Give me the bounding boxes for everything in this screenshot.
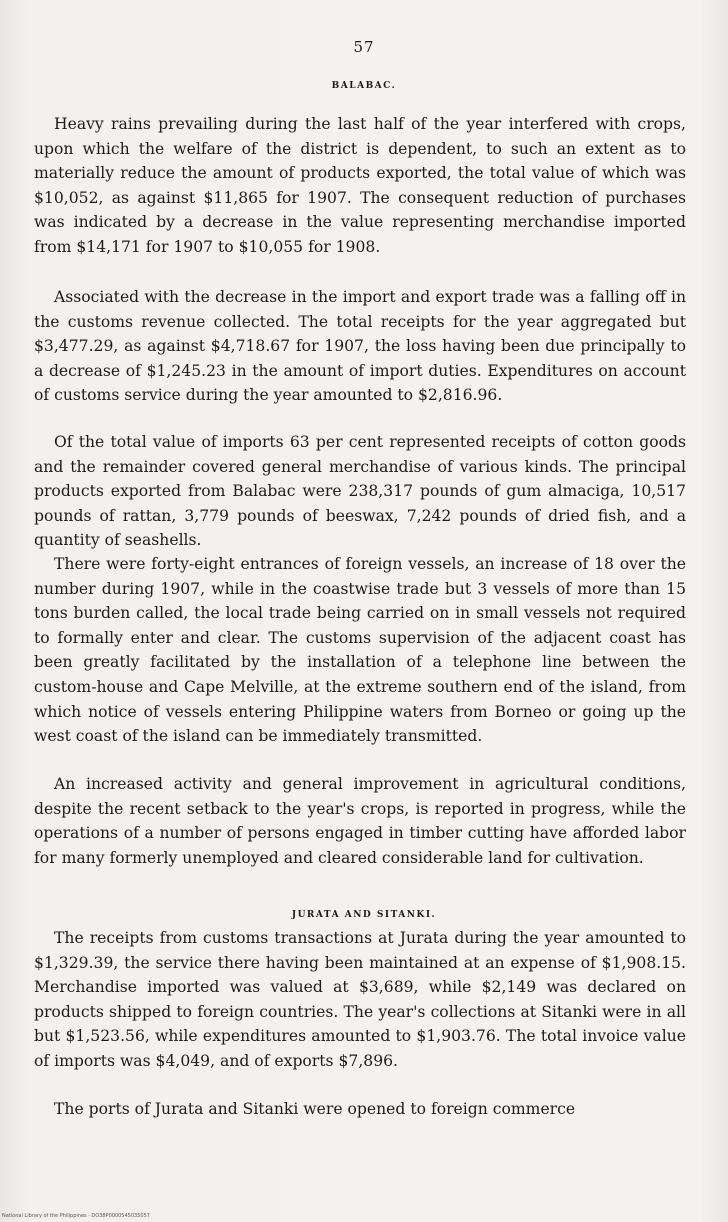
paragraph-2: Associated with the decrease in the import and export trade was a falling off in the customs revenue collected. The total receipts for the year aggregated but $3,477.29, as against $4,718.67 for 1907, the loss having been due principally to a decrease of $1,245.23 in the amount of import duties. Expenditures on account of customs service during the year amounted to $2,816.96.	[34, 288, 686, 405]
scan-footer: National Library of the Philippines · DO38P0000545035057	[2, 1213, 150, 1219]
section-heading-balabac: BALABAC.	[331, 81, 397, 91]
paragraph-5: An increased activity and general improvement in agricultural conditions, despite the recent setback to the year's crops, is reported in progress, while the operations of a number of persons engaged in timber cutting have afforded labor for many formerly unemployed and cleared considerable land for cultivation.	[34, 775, 686, 867]
paragraph-4: There were forty-eight entrances of foreign vessels, an increase of 18 over the number during 1907, while in the coastwise trade but 3 vessels of more than 15 tons burden called, the local trade being carried on in small vessels not required to formally enter and clear. The customs supervision of the adjacent coast has been greatly facilitated by the installation of a telephone line between the custom-house and Cape Melville, at the extreme southern end of the island, from which notice of vessels entering Philippine waters from Borneo or going up the west coast of the island can be immediately transmitted.	[34, 555, 686, 746]
section-heading-jurata-sitanki: JURATA AND SITANKI.	[291, 910, 437, 920]
paragraph-1: Heavy rains prevailing during the last half of the year interfered with crops, upon which the welfare of the district is dependent, to such an extent as to materially reduce the amount of products exported, the total value of which was $10,052, as against $11,865 for 1907. The consequent reduction of purchases was indicated by a decrease in the value representing merchandise imported from $14,171 for 1907 to $10,055 for 1908.	[34, 115, 686, 256]
paragraph-6: The receipts from customs transactions at Jurata during the year amounted to $1,329.39, the service there having been maintained at an expense of $1,908.15. Merchandise imported was valued at $3,689, while $2,149 was declared on products shipped to foreign countries. The year's collections at Sitanki were in all but $1,523.56, while expenditures amounted to $1,903.76. The total invoice value of imports was $4,049, and of exports $7,896.	[34, 929, 686, 1070]
paragraph-3: Of the total value of imports 63 per cent represented receipts of cotton goods and the remainder covered general merchandise of various kinds. The principal products exported from Balabac were 238,317 pounds of gum almaciga, 10,517 pounds of rattan, 3,779 pounds of beeswax, 7,242 pounds of dried fish, and a quantity of seashells.	[34, 433, 686, 550]
page-number: 57	[353, 38, 375, 56]
paragraph-7: The ports of Jurata and Sitanki were opened to foreign commerce	[54, 1100, 576, 1118]
